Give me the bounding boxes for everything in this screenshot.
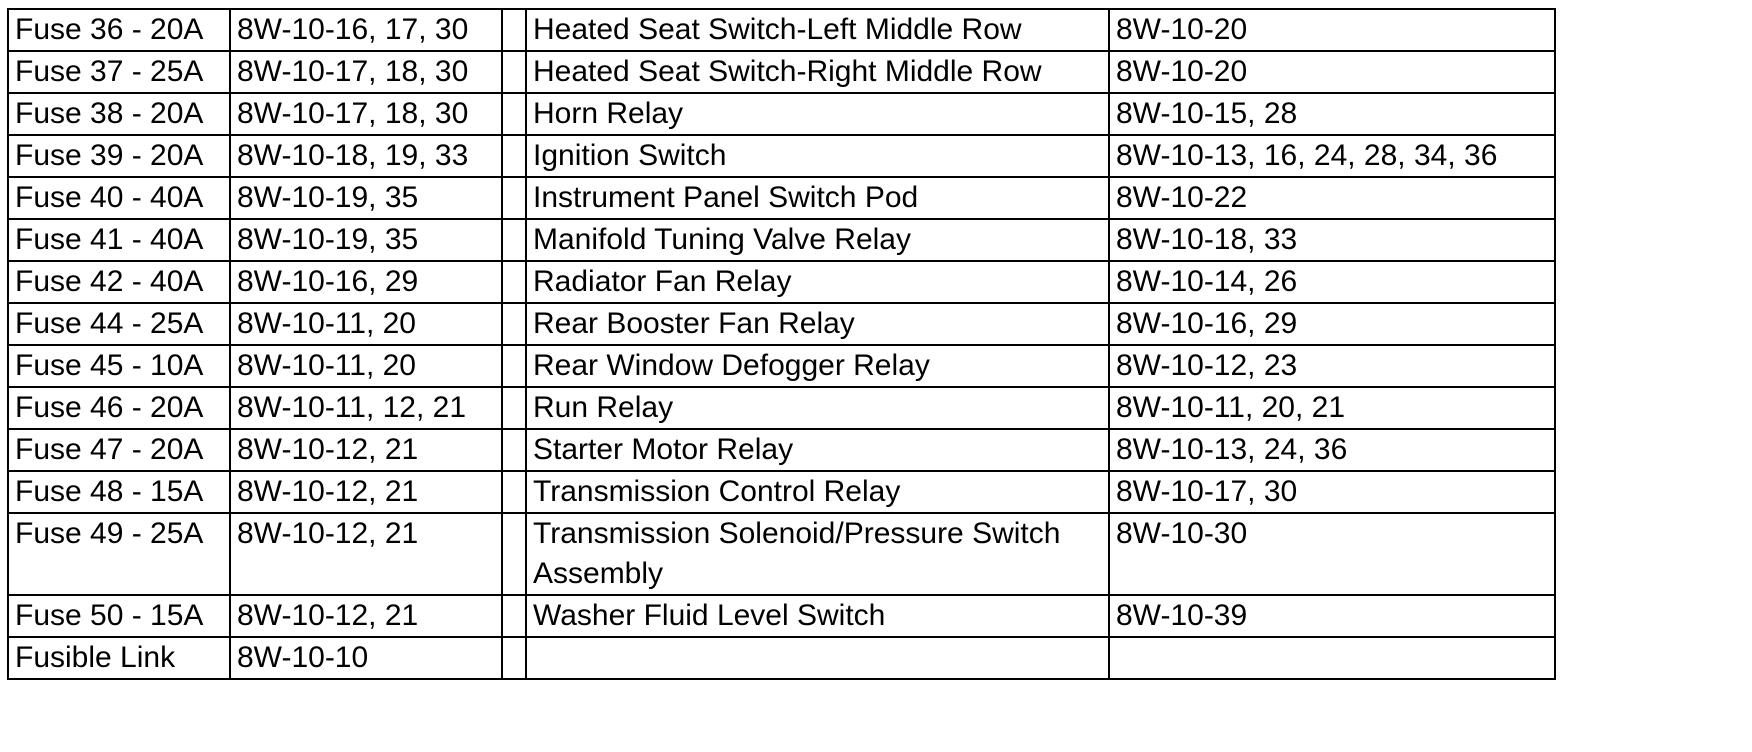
column-divider: [502, 135, 526, 177]
component-ref-cell: 8W-10-30: [1109, 513, 1555, 595]
fuse-ref-cell: 8W-10-12, 21: [230, 471, 502, 513]
column-divider: [502, 9, 526, 51]
table-row: [8, 429, 1555, 471]
column-divider: [502, 345, 526, 387]
component-cell: Instrument Panel Switch Pod: [526, 177, 1109, 219]
component-cell: Transmission Solenoid/Pressure Switch Assembly: [526, 513, 1109, 595]
fuse-ref-cell: 8W-10-12, 21: [230, 595, 502, 637]
table-row: [8, 261, 1555, 303]
column-divider: [502, 471, 526, 513]
component-ref-cell: 8W-10-13, 24, 36: [1109, 429, 1555, 471]
column-divider: [502, 261, 526, 303]
component-ref-cell: 8W-10-39: [1109, 595, 1555, 637]
component-ref-cell: 8W-10-15, 28: [1109, 93, 1555, 135]
table-row: [8, 51, 1555, 93]
fuse-cell: Fuse 38 - 20A: [8, 93, 230, 135]
component-cell: Washer Fluid Level Switch: [526, 595, 1109, 637]
component-cell: Run Relay: [526, 387, 1109, 429]
fuse-ref-cell: 8W-10-12, 21: [230, 513, 502, 595]
table-row: [8, 303, 1555, 345]
component-cell: Heated Seat Switch-Right Middle Row: [526, 51, 1109, 93]
reference-table-body: [8, 9, 1555, 679]
table-row: [8, 219, 1555, 261]
fuse-ref-cell: 8W-10-10: [230, 637, 502, 679]
fuse-cell: Fuse 37 - 25A: [8, 51, 230, 93]
component-ref-cell: 8W-10-13, 16, 24, 28, 34, 36: [1109, 135, 1555, 177]
component-ref-cell: 8W-10-20: [1109, 51, 1555, 93]
component-ref-cell: 8W-10-17, 30: [1109, 471, 1555, 513]
fuse-ref-cell: 8W-10-16, 29: [230, 261, 502, 303]
column-divider: [502, 513, 526, 595]
reference-table: [7, 8, 1556, 680]
component-cell: Rear Window Defogger Relay: [526, 345, 1109, 387]
fuse-ref-cell: 8W-10-11, 12, 21: [230, 387, 502, 429]
column-divider: [502, 303, 526, 345]
fuse-cell: Fuse 46 - 20A: [8, 387, 230, 429]
fuse-ref-cell: 8W-10-19, 35: [230, 177, 502, 219]
fuse-cell: Fuse 47 - 20A: [8, 429, 230, 471]
fuse-cell: Fuse 42 - 40A: [8, 261, 230, 303]
component-ref-cell: 8W-10-12, 23: [1109, 345, 1555, 387]
fuse-cell: Fuse 39 - 20A: [8, 135, 230, 177]
fuse-ref-cell: 8W-10-18, 19, 33: [230, 135, 502, 177]
fuse-ref-cell: 8W-10-12, 21: [230, 429, 502, 471]
component-cell: [526, 637, 1109, 679]
component-ref-cell: 8W-10-16, 29: [1109, 303, 1555, 345]
table-row: [8, 135, 1555, 177]
fuse-cell: Fuse 48 - 15A: [8, 471, 230, 513]
fuse-ref-cell: 8W-10-17, 18, 30: [230, 51, 502, 93]
table-row: [8, 345, 1555, 387]
connector-reference-document: [7, 8, 1554, 744]
column-divider: [502, 219, 526, 261]
table-row: [8, 93, 1555, 135]
fuse-cell: Fusible Link: [8, 637, 230, 679]
table-row: [8, 637, 1555, 679]
table-row: [8, 513, 1555, 595]
column-divider: [502, 51, 526, 93]
fuse-ref-cell: 8W-10-17, 18, 30: [230, 93, 502, 135]
column-divider: [502, 595, 526, 637]
fuse-cell: Fuse 36 - 20A: [8, 9, 230, 51]
component-cell: Starter Motor Relay: [526, 429, 1109, 471]
table-row: [8, 387, 1555, 429]
component-cell: Transmission Control Relay: [526, 471, 1109, 513]
component-ref-cell: [1109, 637, 1555, 679]
fuse-cell: Fuse 45 - 10A: [8, 345, 230, 387]
table-row: [8, 595, 1555, 637]
component-cell: Radiator Fan Relay: [526, 261, 1109, 303]
column-divider: [502, 637, 526, 679]
component-ref-cell: 8W-10-22: [1109, 177, 1555, 219]
component-cell: Manifold Tuning Valve Relay: [526, 219, 1109, 261]
column-divider: [502, 429, 526, 471]
fuse-ref-cell: 8W-10-16, 17, 30: [230, 9, 502, 51]
fuse-cell: Fuse 49 - 25A: [8, 513, 230, 595]
component-cell: Rear Booster Fan Relay: [526, 303, 1109, 345]
fuse-cell: Fuse 41 - 40A: [8, 219, 230, 261]
table-row: [8, 471, 1555, 513]
component-cell: Horn Relay: [526, 93, 1109, 135]
component-ref-cell: 8W-10-14, 26: [1109, 261, 1555, 303]
fuse-cell: Fuse 44 - 25A: [8, 303, 230, 345]
fuse-cell: Fuse 50 - 15A: [8, 595, 230, 637]
component-ref-cell: 8W-10-20: [1109, 9, 1555, 51]
table-row: [8, 177, 1555, 219]
column-divider: [502, 387, 526, 429]
table-row: [8, 9, 1555, 51]
component-cell: Ignition Switch: [526, 135, 1109, 177]
component-cell: Heated Seat Switch-Left Middle Row: [526, 9, 1109, 51]
column-divider: [502, 93, 526, 135]
component-ref-cell: 8W-10-18, 33: [1109, 219, 1555, 261]
component-ref-cell: 8W-10-11, 20, 21: [1109, 387, 1555, 429]
fuse-ref-cell: 8W-10-11, 20: [230, 345, 502, 387]
fuse-ref-cell: 8W-10-11, 20: [230, 303, 502, 345]
fuse-cell: Fuse 40 - 40A: [8, 177, 230, 219]
column-divider: [502, 177, 526, 219]
fuse-ref-cell: 8W-10-19, 35: [230, 219, 502, 261]
